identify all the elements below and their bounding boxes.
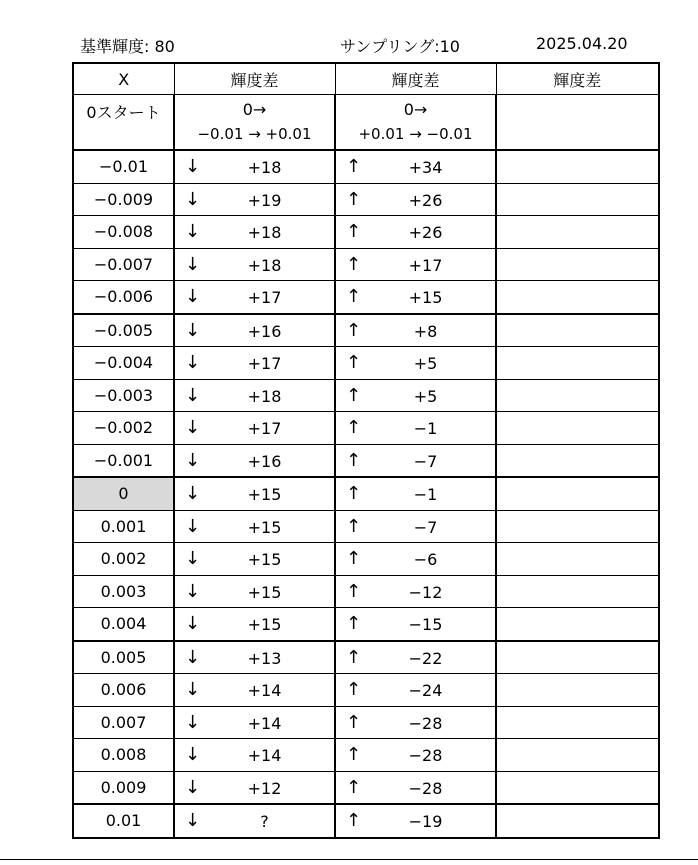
table-row bbox=[73, 281, 659, 314]
arrow-up-icon: ↑ bbox=[346, 483, 362, 504]
luminance-diff-cell bbox=[174, 510, 335, 543]
arrow-up-icon: ↑ bbox=[346, 515, 362, 537]
arrow-down-icon: ↓ bbox=[185, 417, 201, 438]
luminance-diff-value: −28 bbox=[408, 778, 443, 798]
luminance-diff-value: +16 bbox=[247, 321, 282, 341]
x-value-cell: −0.004 bbox=[73, 347, 174, 380]
empty-diff-cell bbox=[496, 477, 659, 510]
table-row bbox=[73, 150, 659, 183]
arrow-down-icon: ↓ bbox=[185, 188, 201, 210]
x-value-cell: 0 bbox=[73, 477, 174, 510]
table-row bbox=[73, 412, 659, 445]
x-value-cell: −0.01 bbox=[73, 150, 174, 183]
luminance-table bbox=[72, 62, 660, 839]
col-header-diff-2: 輝度差 bbox=[335, 63, 496, 95]
luminance-diff-cell bbox=[174, 739, 335, 772]
table-row bbox=[73, 510, 659, 543]
luminance-diff-value: +15 bbox=[247, 517, 282, 537]
luminance-diff-value: +17 bbox=[247, 354, 282, 373]
luminance-diff-cell bbox=[174, 379, 335, 412]
luminance-diff-cell bbox=[174, 674, 335, 707]
arrow-down-icon: ↓ bbox=[185, 646, 201, 668]
luminance-diff-cell bbox=[174, 543, 335, 576]
luminance-diff-value: −7 bbox=[413, 517, 438, 537]
empty-diff-cell bbox=[496, 510, 659, 543]
luminance-diff-value: +17 bbox=[247, 288, 282, 307]
luminance-diff-value: −1 bbox=[413, 485, 438, 504]
luminance-diff-cell bbox=[335, 150, 496, 183]
luminance-diff-cell bbox=[335, 608, 496, 641]
arrow-up-icon: ↑ bbox=[346, 156, 362, 177]
table-row bbox=[73, 575, 659, 608]
luminance-diff-cell bbox=[174, 804, 335, 838]
luminance-diff-value: +8 bbox=[413, 321, 438, 341]
arrow-up-icon: ↑ bbox=[346, 352, 362, 373]
luminance-diff-value: −6 bbox=[413, 550, 438, 569]
arrow-down-icon: ↓ bbox=[185, 580, 201, 602]
table-row bbox=[73, 444, 659, 477]
luminance-diff-cell bbox=[335, 248, 496, 281]
arrow-up-icon: ↑ bbox=[346, 286, 362, 307]
arrow-up-icon: ↑ bbox=[346, 613, 362, 634]
luminance-diff-cell bbox=[335, 804, 496, 838]
empty-diff-cell bbox=[496, 739, 659, 772]
x-value-cell: 0.007 bbox=[73, 706, 174, 739]
empty-diff-cell bbox=[496, 674, 659, 707]
x-value-cell: 0.01 bbox=[73, 804, 174, 838]
empty-diff-cell bbox=[496, 412, 659, 445]
luminance-diff-cell bbox=[174, 347, 335, 380]
empty-diff-cell bbox=[496, 641, 659, 674]
arrow-up-icon: ↑ bbox=[346, 384, 362, 406]
sampling-label: サンプリング:10 bbox=[340, 37, 460, 56]
luminance-diff-value: +15 bbox=[247, 615, 282, 634]
luminance-diff-value: +13 bbox=[247, 648, 282, 668]
table-row bbox=[73, 739, 659, 772]
table-row bbox=[73, 248, 659, 281]
luminance-diff-cell bbox=[174, 216, 335, 249]
luminance-diff-value: +16 bbox=[247, 451, 282, 471]
luminance-diff-cell bbox=[174, 706, 335, 739]
luminance-diff-value: ? bbox=[260, 812, 269, 831]
luminance-diff-cell bbox=[335, 510, 496, 543]
arrow-down-icon: ↓ bbox=[185, 156, 201, 177]
arrow-down-icon: ↓ bbox=[185, 221, 201, 242]
table-row bbox=[73, 216, 659, 249]
empty-diff-cell bbox=[496, 804, 659, 838]
x-value-cell: −0.007 bbox=[73, 248, 174, 281]
luminance-diff-cell bbox=[335, 543, 496, 576]
col-header-diff-1: 輝度差 bbox=[174, 63, 335, 95]
luminance-diff-value: −24 bbox=[408, 681, 443, 700]
direction-cell-2 bbox=[335, 95, 496, 151]
arrow-down-icon: ↓ bbox=[185, 711, 201, 733]
arrow-down-icon: ↓ bbox=[185, 515, 201, 537]
empty-diff-cell bbox=[496, 444, 659, 477]
x-value-cell: −0.008 bbox=[73, 216, 174, 249]
luminance-diff-value: +18 bbox=[247, 223, 282, 242]
luminance-diff-value: +17 bbox=[247, 419, 282, 438]
luminance-diff-cell bbox=[174, 314, 335, 347]
arrow-down-icon: ↓ bbox=[185, 319, 201, 341]
x-value-cell: 0.001 bbox=[73, 510, 174, 543]
arrow-up-icon: ↑ bbox=[346, 221, 362, 242]
x-value-cell: −0.006 bbox=[73, 281, 174, 314]
luminance-diff-value: +26 bbox=[408, 223, 443, 242]
x-value-cell: −0.001 bbox=[73, 444, 174, 477]
luminance-diff-value: +14 bbox=[247, 746, 282, 765]
luminance-diff-cell bbox=[174, 281, 335, 314]
table-row bbox=[73, 771, 659, 804]
luminance-diff-cell bbox=[335, 641, 496, 674]
arrow-up-icon: ↑ bbox=[346, 188, 362, 210]
start-label: 0スタート bbox=[86, 103, 161, 122]
x-value-cell: −0.003 bbox=[73, 379, 174, 412]
luminance-diff-cell bbox=[174, 412, 335, 445]
x-value-cell: 0.004 bbox=[73, 608, 174, 641]
luminance-diff-cell bbox=[174, 608, 335, 641]
luminance-diff-value: +14 bbox=[247, 681, 282, 700]
luminance-diff-value: +17 bbox=[408, 255, 443, 275]
table-row bbox=[73, 608, 659, 641]
empty-diff-cell bbox=[496, 347, 659, 380]
direction-cell-1 bbox=[174, 95, 335, 151]
luminance-diff-value: −1 bbox=[413, 419, 438, 438]
luminance-diff-value: +18 bbox=[247, 158, 282, 177]
luminance-diff-value: −22 bbox=[408, 648, 443, 668]
empty-diff-cell bbox=[496, 771, 659, 804]
empty-diff-cell bbox=[496, 543, 659, 576]
empty-diff-cell bbox=[496, 706, 659, 739]
luminance-diff-cell bbox=[335, 706, 496, 739]
empty-diff-cell bbox=[496, 608, 659, 641]
table-row bbox=[73, 804, 659, 838]
luminance-diff-value: −19 bbox=[408, 812, 443, 831]
x-value-cell: −0.002 bbox=[73, 412, 174, 445]
table-row bbox=[73, 347, 659, 380]
luminance-diff-cell bbox=[335, 477, 496, 510]
col-header-x: X bbox=[73, 63, 174, 95]
direction-1-line2: −0.01 → +0.01 bbox=[197, 125, 312, 143]
luminance-diff-cell bbox=[335, 183, 496, 216]
arrow-down-icon: ↓ bbox=[185, 384, 201, 406]
start-label-cell bbox=[73, 95, 174, 151]
arrow-up-icon: ↑ bbox=[346, 744, 362, 765]
luminance-diff-value: +15 bbox=[247, 485, 282, 504]
direction-cell-3 bbox=[496, 95, 659, 151]
luminance-diff-value: +19 bbox=[247, 190, 282, 210]
empty-diff-cell bbox=[496, 248, 659, 281]
luminance-diff-cell bbox=[174, 444, 335, 477]
col-header-diff-3: 輝度差 bbox=[496, 63, 659, 95]
arrow-up-icon: ↑ bbox=[346, 646, 362, 668]
arrow-down-icon: ↓ bbox=[185, 286, 201, 307]
empty-diff-cell bbox=[496, 575, 659, 608]
luminance-diff-value: −7 bbox=[413, 451, 438, 471]
date-label: 2025.04.20 bbox=[536, 34, 628, 53]
luminance-diff-value: +18 bbox=[247, 255, 282, 275]
arrow-down-icon: ↓ bbox=[185, 679, 201, 700]
luminance-diff-value: +34 bbox=[408, 158, 443, 177]
luminance-diff-cell bbox=[335, 575, 496, 608]
x-value-cell: 0.008 bbox=[73, 739, 174, 772]
arrow-up-icon: ↑ bbox=[346, 810, 362, 831]
table-row bbox=[73, 183, 659, 216]
table-row bbox=[73, 314, 659, 347]
luminance-diff-cell bbox=[174, 183, 335, 216]
luminance-diff-cell bbox=[335, 314, 496, 347]
arrow-up-icon: ↑ bbox=[346, 711, 362, 733]
luminance-diff-value: −28 bbox=[408, 713, 443, 733]
luminance-diff-cell bbox=[174, 248, 335, 281]
table-row bbox=[73, 379, 659, 412]
luminance-diff-value: −28 bbox=[408, 746, 443, 765]
x-value-cell: 0.006 bbox=[73, 674, 174, 707]
luminance-diff-cell bbox=[335, 771, 496, 804]
luminance-diff-value: +14 bbox=[247, 713, 282, 733]
empty-diff-cell bbox=[496, 216, 659, 249]
table-row bbox=[73, 543, 659, 576]
arrow-up-icon: ↑ bbox=[346, 679, 362, 700]
table-row bbox=[73, 706, 659, 739]
arrow-up-icon: ↑ bbox=[346, 776, 362, 798]
x-value-cell: 0.009 bbox=[73, 771, 174, 804]
luminance-diff-cell bbox=[335, 674, 496, 707]
arrow-up-icon: ↑ bbox=[346, 417, 362, 438]
arrow-up-icon: ↑ bbox=[346, 319, 362, 341]
x-value-cell: 0.003 bbox=[73, 575, 174, 608]
arrow-up-icon: ↑ bbox=[346, 253, 362, 275]
luminance-diff-cell bbox=[335, 281, 496, 314]
luminance-diff-cell bbox=[174, 477, 335, 510]
direction-2-line1: 0→ bbox=[403, 100, 428, 119]
arrow-down-icon: ↓ bbox=[185, 810, 201, 831]
luminance-diff-cell bbox=[335, 379, 496, 412]
start-row bbox=[73, 95, 659, 151]
page-bottom-rule bbox=[0, 859, 698, 860]
luminance-diff-value: −15 bbox=[408, 615, 443, 634]
luminance-diff-value: +15 bbox=[408, 288, 443, 307]
luminance-diff-value: +15 bbox=[247, 582, 282, 602]
luminance-diff-cell bbox=[174, 771, 335, 804]
table-header-row bbox=[73, 63, 659, 95]
luminance-diff-cell bbox=[174, 575, 335, 608]
direction-1-line1: 0→ bbox=[242, 100, 267, 119]
arrow-down-icon: ↓ bbox=[185, 253, 201, 275]
table-row bbox=[73, 641, 659, 674]
luminance-diff-value: +18 bbox=[247, 386, 282, 406]
luminance-diff-cell bbox=[335, 412, 496, 445]
empty-diff-cell bbox=[496, 314, 659, 347]
arrow-down-icon: ↓ bbox=[185, 548, 201, 569]
x-value-cell: −0.009 bbox=[73, 183, 174, 216]
arrow-down-icon: ↓ bbox=[185, 483, 201, 504]
arrow-down-icon: ↓ bbox=[185, 449, 201, 471]
arrow-up-icon: ↑ bbox=[346, 548, 362, 569]
luminance-diff-cell bbox=[174, 641, 335, 674]
x-value-cell: −0.005 bbox=[73, 314, 174, 347]
luminance-diff-value: +26 bbox=[408, 190, 443, 210]
arrow-down-icon: ↓ bbox=[185, 776, 201, 798]
direction-2-line2: +0.01 → −0.01 bbox=[358, 125, 473, 143]
luminance-diff-cell bbox=[335, 347, 496, 380]
luminance-diff-value: +15 bbox=[247, 550, 282, 569]
arrow-up-icon: ↑ bbox=[346, 580, 362, 602]
luminance-diff-cell bbox=[335, 216, 496, 249]
base-luminance-label: 基準輝度: 80 bbox=[80, 37, 175, 56]
x-value-cell: 0.002 bbox=[73, 543, 174, 576]
luminance-diff-value: +5 bbox=[413, 386, 438, 406]
table-row bbox=[73, 477, 659, 510]
empty-diff-cell bbox=[496, 281, 659, 314]
empty-diff-cell bbox=[496, 150, 659, 183]
empty-diff-cell bbox=[496, 379, 659, 412]
luminance-diff-cell bbox=[335, 444, 496, 477]
arrow-up-icon: ↑ bbox=[346, 449, 362, 471]
luminance-diff-value: −12 bbox=[408, 582, 443, 602]
arrow-down-icon: ↓ bbox=[185, 613, 201, 634]
x-value-cell: 0.005 bbox=[73, 641, 174, 674]
arrow-down-icon: ↓ bbox=[185, 744, 201, 765]
empty-diff-cell bbox=[496, 183, 659, 216]
arrow-down-icon: ↓ bbox=[185, 352, 201, 373]
table-row bbox=[73, 674, 659, 707]
luminance-diff-value: +12 bbox=[247, 778, 282, 798]
luminance-diff-cell bbox=[174, 150, 335, 183]
luminance-diff-cell bbox=[335, 739, 496, 772]
luminance-diff-value: +5 bbox=[413, 354, 438, 373]
